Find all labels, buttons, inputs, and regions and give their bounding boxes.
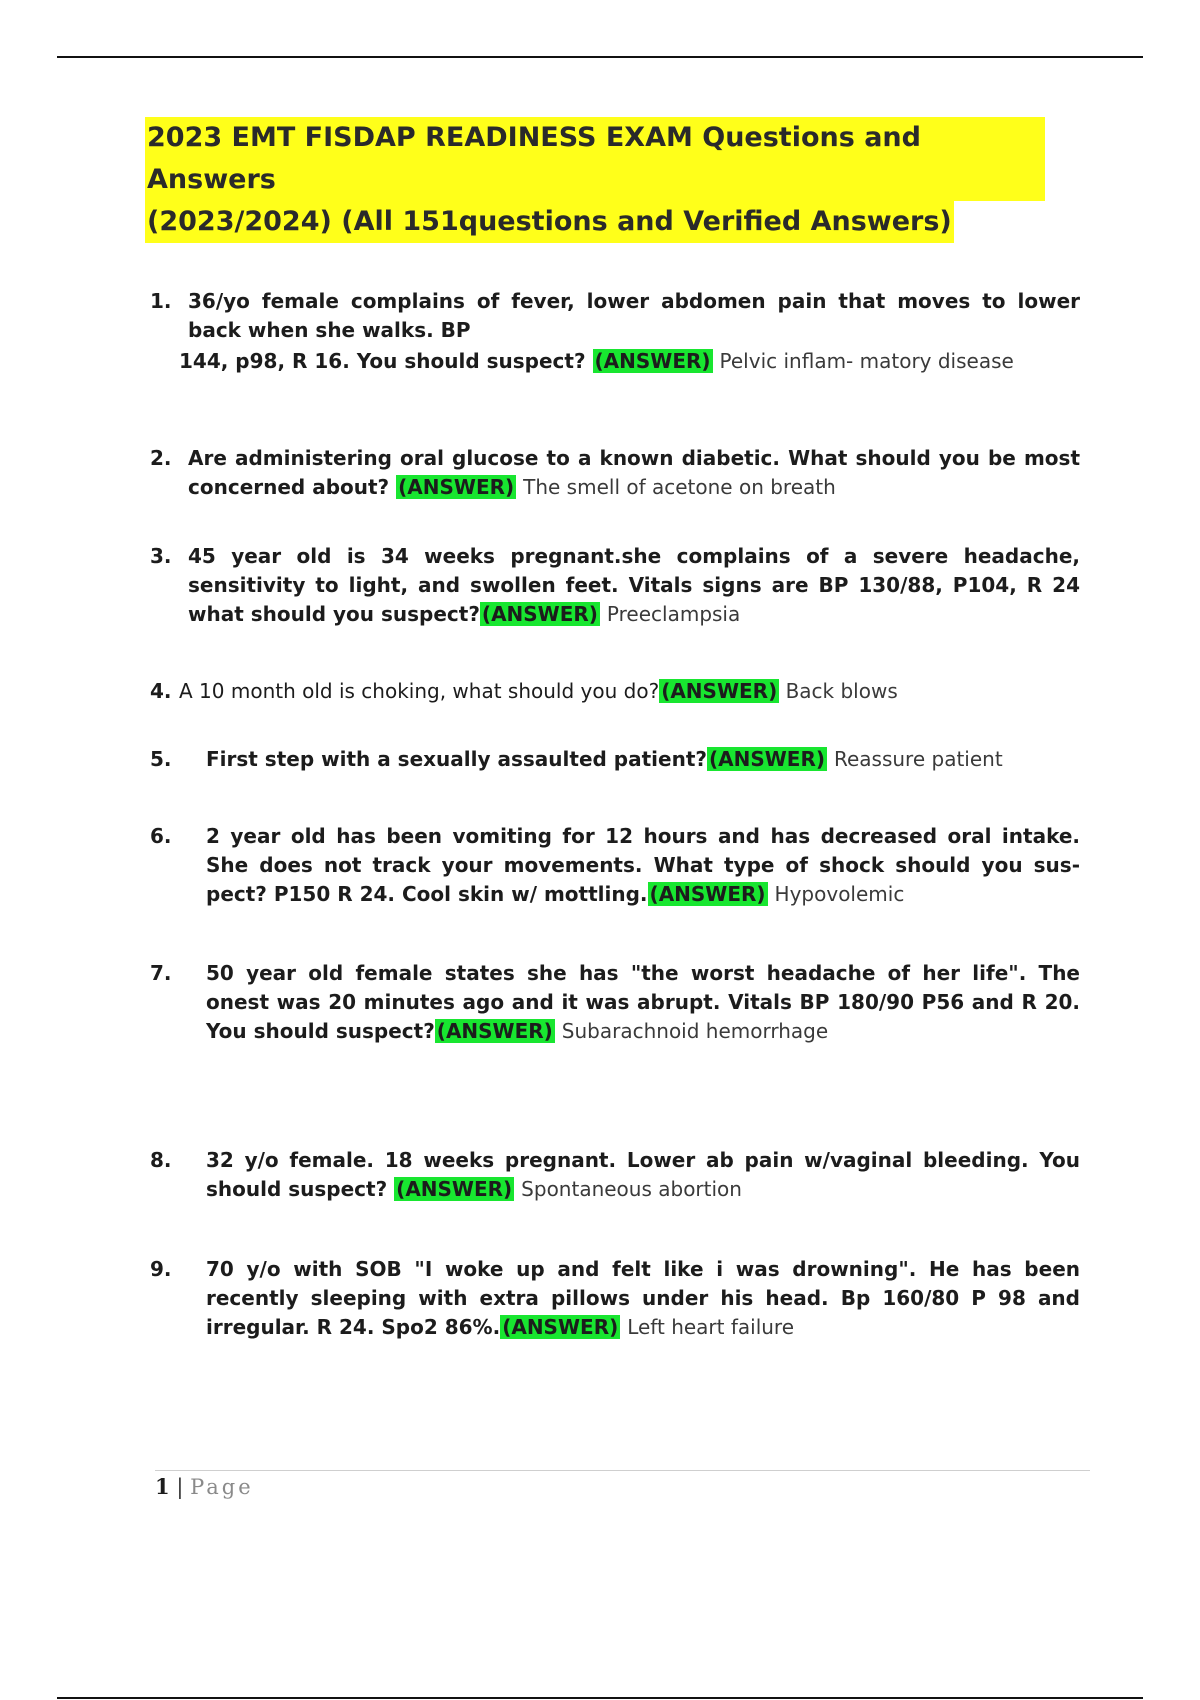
- answer-text: Preeclampsia: [606, 602, 741, 626]
- question-text: A 10 month old is choking, what should you do?: [179, 679, 660, 703]
- answer-text: Spontaneous abortion: [521, 1177, 742, 1201]
- question-6: [150, 822, 1080, 909]
- question-number: 7.: [150, 961, 172, 985]
- question-text-continued: 144, p98, R 16. You should suspect?: [179, 349, 586, 373]
- question-number: 1.: [150, 289, 172, 313]
- question-5: [150, 745, 1080, 774]
- answer-tag: (ANSWER): [502, 1315, 619, 1339]
- question-7: [150, 959, 1080, 1046]
- answer-text: Pelvic inflam- matory disease: [719, 349, 1014, 373]
- answer-tag: (ANSWER): [481, 602, 598, 626]
- page-label: Page: [190, 1475, 254, 1499]
- answer-text: Reassure patient: [833, 747, 1003, 771]
- question-text: First step with a sexually assaulted patient?: [206, 747, 707, 771]
- page-number: 1: [155, 1474, 170, 1499]
- answer-tag: (ANSWER): [649, 882, 766, 906]
- question-number: 9.: [150, 1257, 172, 1281]
- answer-text: Left heart failure: [627, 1315, 795, 1339]
- answer-tag: (ANSWER): [398, 475, 515, 499]
- question-text: 2 year old has been vomiting for 12 hours and has decreased oral intake. She does not track your movements. What type of shock should you sus- pect? P150 R 24. Cool skin w/ mottling.: [206, 824, 1080, 906]
- question-number: 8.: [150, 1148, 172, 1172]
- answer-text: Subarachnoid hemorrhage: [561, 1019, 829, 1043]
- document-title: [145, 117, 1045, 243]
- question-9: [150, 1255, 1080, 1342]
- question-text: Are administering oral glucose to a known diabetic. What should you be most concerned about?: [188, 446, 1080, 499]
- page-footer: [155, 1472, 254, 1502]
- answer-tag: (ANSWER): [661, 679, 778, 703]
- footer-rule: [155, 1470, 1090, 1471]
- title-line-1: 2023 EMT FISDAP READINESS EXAM Questions and Answers: [145, 117, 1045, 201]
- question-number: 3.: [150, 544, 172, 568]
- answer-tag: (ANSWER): [708, 747, 826, 771]
- header-rule: [57, 56, 1143, 58]
- question-number: 6.: [150, 824, 172, 848]
- question-number: 2.: [150, 446, 172, 470]
- question-4: [150, 677, 1080, 706]
- question-text: 50 year old female states she has "the worst headache of her life". The onest was 20 minutes ago and it was abrupt. Vitals BP 180/90 P56 and R 20. You should suspect?: [206, 961, 1080, 1043]
- answer-tag: (ANSWER): [396, 1177, 513, 1201]
- bottom-rule: [57, 1697, 1143, 1699]
- question-1: [150, 287, 1080, 377]
- question-text: 70 y/o with SOB "I woke up and felt like i was drowning". He has been recently sleeping with extra pillows under his head. Bp 160/80 P 98 and irregular. R 24. Spo2 86%.: [206, 1257, 1080, 1339]
- answer-text: The smell of acetone on breath: [523, 475, 836, 499]
- question-text: 45 year old is 34 weeks pregnant.she complains of a severe headache, sensitivity to light, and swollen feet. Vitals signs are BP 130/88, P104, R 24 what should you suspect?: [188, 544, 1080, 626]
- question-3: [150, 542, 1080, 629]
- question-text: 36/yo female complains of fever, lower abdomen pain that moves to lower back when she walks. BP: [188, 289, 1080, 342]
- question-number: 4.: [150, 679, 172, 703]
- answer-tag: (ANSWER): [594, 349, 711, 373]
- answer-text: Back blows: [785, 679, 898, 703]
- title-line-2: (2023/2024) (All 151questions and Verified Answers): [145, 201, 954, 243]
- page-separator: |: [176, 1475, 184, 1499]
- answer-tag: (ANSWER): [436, 1019, 553, 1043]
- question-2: [150, 444, 1080, 502]
- question-8: [150, 1146, 1080, 1204]
- question-text: 32 y/o female. 18 weeks pregnant. Lower ab pain w/vaginal bleeding. You should suspect?: [206, 1148, 1080, 1201]
- answer-text: Hypovolemic: [774, 882, 905, 906]
- question-number: 5.: [150, 747, 172, 771]
